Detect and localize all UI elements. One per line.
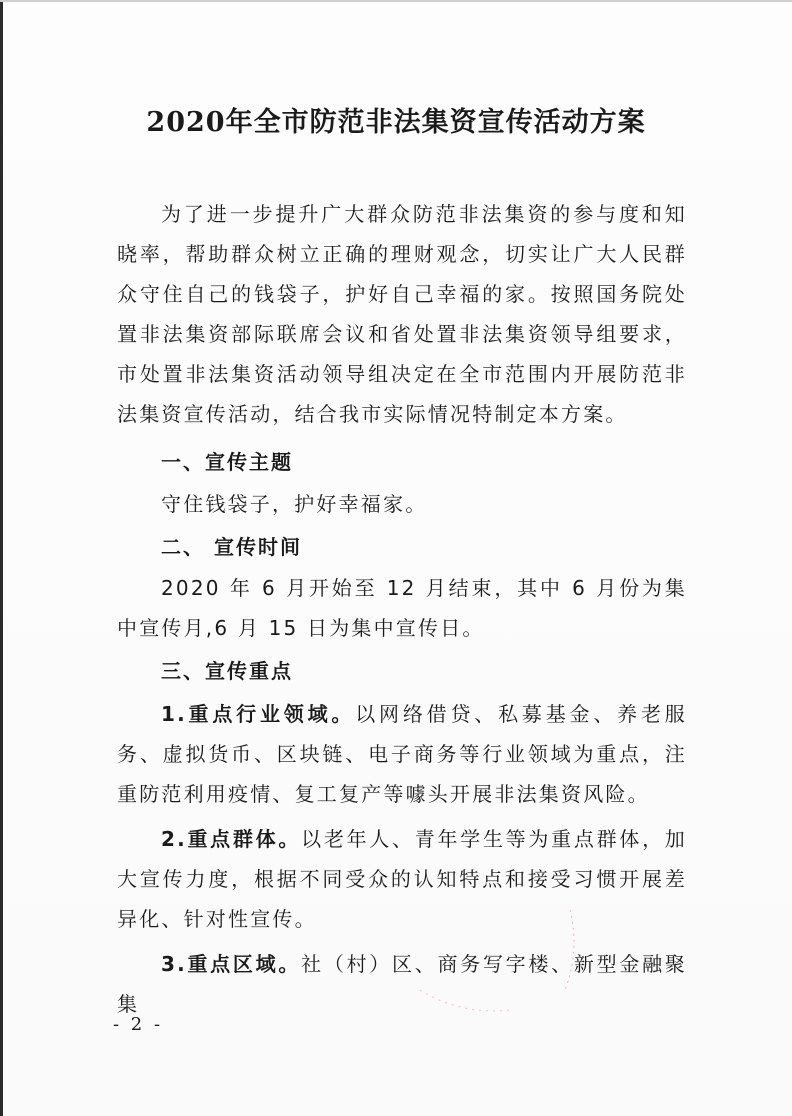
document-title: 2020年全市防范非法集资宣传活动方案 [146,107,646,138]
focus-item-3 [117,944,687,1024]
section-2-heading: 二、 宣传时间 [161,535,302,559]
focus-item-1 [117,694,687,814]
focus-item-2-lead: 2.重点群体。 [161,827,302,851]
focus-item-3-text: 社（村）区、商务写字楼、新型金融聚集 [117,952,687,1016]
focus-item-2 [117,819,687,939]
focus-item-3-lead: 3.重点区域。 [161,952,302,976]
scan-edge-top [0,0,792,2]
focus-item-2-text: 以老年人、青年学生等为重点群体，加大宣传力度，根据不同受众的认知特点和接受习惯开展差异化、针对性宣传。 [117,827,687,931]
page-number: - 2 - [113,1014,164,1035]
focus-item-1-lead: 1.重点行业领域。 [161,702,356,726]
scan-edge [0,0,3,1116]
focus-item-1-text: 以网络借贷、私募基金、养老服务、虚拟货币、区块链、电子商务等行业领域为重点，注重防范利用疫情、复工复产等噱头开展非法集资风险。 [117,702,687,806]
intro-paragraph: 为了进一步提升广大群众防范非法集资的参与度和知晓率，帮助群众树立正确的理财观念，切实让广大人民群众守住自己的钱袋子，护好自己幸福的家。按照国务院处置非法集资部际联席会议和省处置非法集资领导组要求，市处置非法集资活动领导组决定在全市范围内开展防范非法集资宣传活动，结合我市实际情况特制定本方案。 [117,202,687,426]
section-1-body: 守住钱袋子，护好幸福家。 [161,492,428,516]
section-2-body: 2020 年 6 月开始至 12 月结束，其中 6 月份为集中宣传月,6 月 15 日为集中宣传日。 [117,576,687,640]
section-1-heading: 一、宣传主题 [161,450,293,474]
section-3-heading: 三、宣传重点 [161,659,293,683]
